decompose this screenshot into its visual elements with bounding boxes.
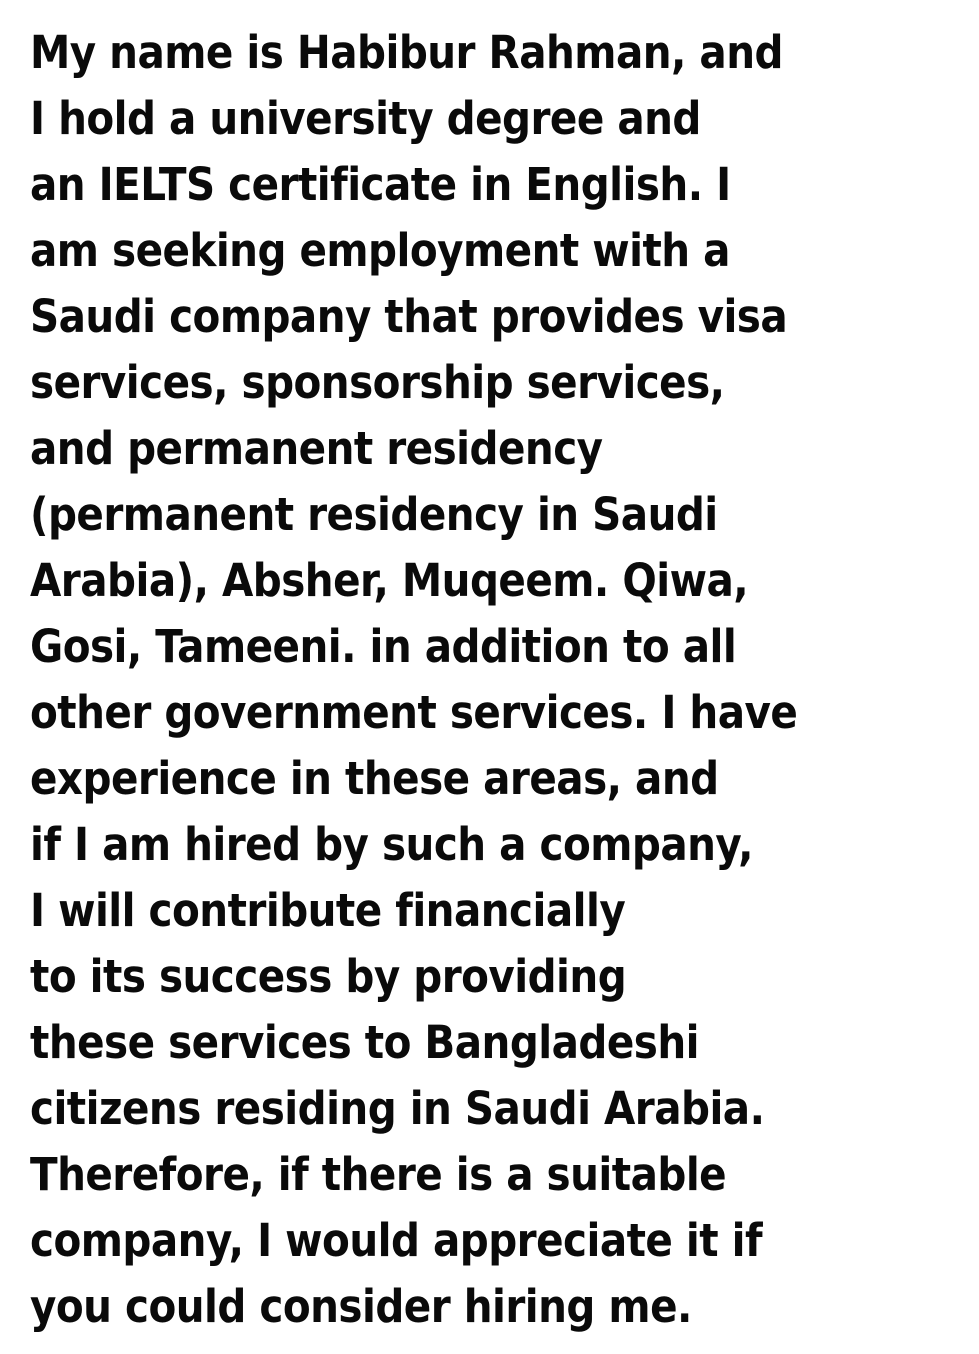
text-line-4: am seeking employment with a xyxy=(30,224,730,277)
text-line-9: Arabia), Absher, Muqeem. Qiwa, xyxy=(30,554,749,607)
text-line-6: services, sponsorship services, xyxy=(30,356,725,409)
text-line-12: experience in these areas, and xyxy=(30,752,719,805)
text-line-3: an IELTS certificate in English. I xyxy=(30,158,731,211)
text-line-14: I will contribute financially xyxy=(30,884,626,937)
letter-body xyxy=(30,20,970,1340)
text-line-2: I hold a university degree and xyxy=(30,92,701,145)
text-line-10: Gosi, Tameeni. in addition to all xyxy=(30,620,737,673)
text-line-7: and permanent residency xyxy=(30,422,603,475)
text-line-15: to its success by providing xyxy=(30,950,627,1003)
text-line-19: company, I would appreciate it if xyxy=(30,1214,763,1267)
text-line-1: My name is Habibur Rahman, and xyxy=(30,26,783,79)
text-line-18: Therefore, if there is a suitable xyxy=(30,1148,727,1201)
text-line-17: citizens residing in Saudi Arabia. xyxy=(30,1082,765,1135)
text-line-13: if I am hired by such a company, xyxy=(30,818,753,871)
text-line-20: you could consider hiring me. xyxy=(30,1280,692,1333)
text-line-16: these services to Bangladeshi xyxy=(30,1016,699,1069)
text-line-11: other government services. I have xyxy=(30,686,798,739)
text-line-8: (permanent residency in Saudi xyxy=(30,488,718,541)
text-line-5: Saudi company that provides visa xyxy=(30,290,788,343)
